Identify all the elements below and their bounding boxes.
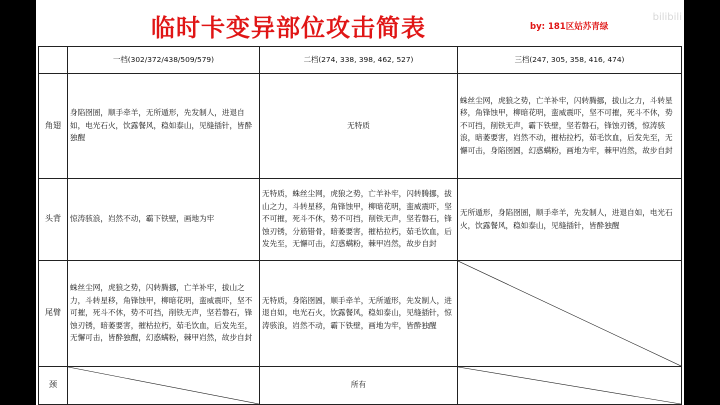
part-label: 头背 [39,179,68,261]
table-row [39,179,682,261]
empty-diagonal-cell [68,367,260,405]
tier-2-cell: 无特质 [260,74,458,179]
part-label: 颈 [39,367,68,405]
diagonal-line [458,261,681,366]
watermark-logo: bilibili [652,12,682,23]
empty-diagonal-cell [458,367,682,405]
header-tier-2: 二档(274, 338, 398, 462, 527) [260,47,458,74]
tier-3-cell: 无所遁形，身陷囹圄，顺手牵羊，先发制人，进退自如，电光石火，饮露餐风，稳如泰山，见缝插针，皆酔独醒 [458,179,682,261]
tier-1-cell: 惊涛骇浪，岿然不动，霸下铁壁，画地为牢 [68,179,260,261]
table-row [39,74,682,179]
header-tier-3: 三档(247, 305, 358, 416, 474) [458,47,682,74]
header-row [39,47,682,74]
table-row [39,261,682,367]
tier-1-cell: 蛛丝尘网，虎狼之势，闪转腾挪，亡羊补牢，拔山之力，斗转星移，角锋蚀甲，柳暗花明，蛮威震吓，坚不可摧，死斗不休，势不可挡，削铁无声，坚若磐石，锋蚀刃锈，暗萎要害，摧枯拉朽，茹毛饮血，后发先至，无懈可击，皆酔独醒，幻惑螨粉，棘甲岿然，故步自封 [68,261,260,367]
author-byline: by: 181区姑苏青绿 [530,22,609,32]
tier-2-cell: 所有 [260,367,458,405]
diagonal-line [458,367,681,404]
tier-3-cell: 蛛丝尘网，虎狼之势，亡羊补牢，闪转腾挪，拔山之力，斗转星移，角锋蚀甲，柳暗花明，蛮威震吓，坚不可摧，死斗不休，势不可挡，削铁无声，霸下铁壁，坚若磐石，锋蚀刃锈，惊涛骇浪，暗萎要害，岿然不动，摧枯拉朽，茹毛饮血，后发先至，无懈可击，身陷囹圄，幻惑螨粉，画地为牢，棘甲岿然，故步自封 [458,74,682,179]
tier-2-cell: 无特质，身陷囹圄，顺手牵羊，无所遁形，先发制人，进退自如，电光石火，饮露餐风，稳如泰山，见缝插针，惊涛骇浪，岿然不动，霸下铁壁，画地为牢，皆酔独醒 [260,261,458,367]
tier-1-cell: 身陷囹圄，顺手牵羊，无所遁形，先发制人，进退自如，电光石火，饮露餐风，稳如泰山，见缝插针，皆酔独醒 [68,74,260,179]
document-sheet [36,0,684,405]
attack-table [38,46,682,405]
part-label: 角翅 [39,74,68,179]
header-tier-1: 一档(302/372/438/509/579) [68,47,260,74]
header-part [39,47,68,74]
page-title: 临时卡变异部位攻击简表 [151,14,426,42]
part-label: 尾臂 [39,261,68,367]
empty-diagonal-cell [458,261,682,367]
diagonal-line [68,367,259,404]
tier-2-cell: 无特质，蛛丝尘网，虎狼之势，亡羊补牢，闪转腾挪，拔山之力，斗转星移，角锋蚀甲，柳暗花明，蛮威震吓，坚不可摧，死斗不休，势不可挡，削铁无声，坚若磐石，锋蚀刃锈，分筋错骨，暗萎要害，摧枯拉朽，茹毛饮血，后发先至，无懈可击，幻惑螨粉，棘甲岿然，故步自封 [260,179,458,261]
table-row [39,367,682,405]
